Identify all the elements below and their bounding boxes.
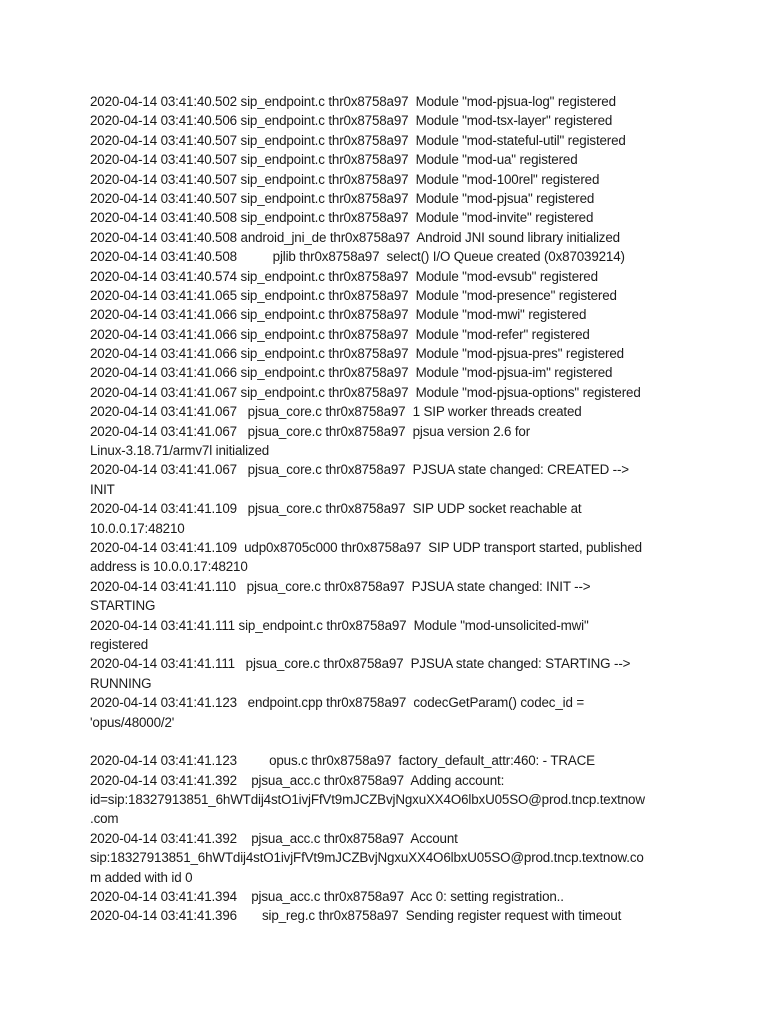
log-line: 2020-04-14 03:41:40.507 sip_endpoint.c thr0x8758a97 Module "mod-pjsua" registered xyxy=(90,190,595,206)
log-line: 2020-04-14 03:41:41.067 sip_endpoint.c thr0x8758a97 Module "mod-pjsua-options" registered xyxy=(90,384,641,400)
log-line: 2020-04-14 03:41:41.394 pjsua_acc.c thr0x8758a97 Acc 0: setting registration.. xyxy=(90,889,564,905)
log-line: sip:18327913851_6hWTdij4stO1ivjFfVt9mJCZBvjNgxuXX4O6lbxU05SO@prod.tncp.textnow.co xyxy=(90,850,644,866)
log-line: 2020-04-14 03:41:40.506 sip_endpoint.c thr0x8758a97 Module "mod-tsx-layer" registered xyxy=(90,113,613,129)
log-line: 2020-04-14 03:41:41.067 pjsua_core.c thr0x8758a97 pjsua version 2.6 for xyxy=(90,423,531,439)
log-line: 2020-04-14 03:41:41.123 opus.c thr0x8758a97 factory_default_attr:460: - TRACE xyxy=(90,753,595,769)
log-line: 2020-04-14 03:41:41.065 sip_endpoint.c thr0x8758a97 Module "mod-presence" registered xyxy=(90,287,617,303)
log-line: 'opus/48000/2' xyxy=(90,714,175,730)
log-line: 2020-04-14 03:41:41.066 sip_endpoint.c thr0x8758a97 Module "mod-refer" registered xyxy=(90,326,590,342)
log-line: 2020-04-14 03:41:40.507 sip_endpoint.c thr0x8758a97 Module "mod-stateful-util" registered xyxy=(90,132,626,148)
log-line: 2020-04-14 03:41:41.392 pjsua_acc.c thr0x8758a97 Account xyxy=(90,830,458,846)
log-line: 2020-04-14 03:41:41.110 pjsua_core.c thr0x8758a97 PJSUA state changed: INIT --> xyxy=(90,578,591,594)
log-line: id=sip:18327913851_6hWTdij4stO1ivjFfVt9mJCZBvjNgxuXX4O6lbxU05SO@prod.tncp.textnow xyxy=(90,792,645,808)
log-line: 2020-04-14 03:41:41.123 endpoint.cpp thr0x8758a97 codecGetParam() codec_id = xyxy=(90,695,585,711)
log-line: 2020-04-14 03:41:41.396 sip_reg.c thr0x8758a97 Sending register request with timeout xyxy=(90,908,622,924)
log-line: STARTING xyxy=(90,598,156,614)
log-line: 2020-04-14 03:41:40.508 pjlib thr0x8758a97 select() I/O Queue created (0x87039214) xyxy=(90,249,625,265)
blank-line xyxy=(90,732,690,751)
log-line: registered xyxy=(90,636,149,652)
log-line: 2020-04-14 03:41:40.508 sip_endpoint.c thr0x8758a97 Module "mod-invite" registered xyxy=(90,210,594,226)
log-line: 2020-04-14 03:41:41.067 pjsua_core.c thr0x8758a97 PJSUA state changed: CREATED --> xyxy=(90,462,629,478)
log-line: 2020-04-14 03:41:40.574 sip_endpoint.c thr0x8758a97 Module "mod-evsub" registered xyxy=(90,268,598,284)
log-line: address is 10.0.0.17:48210 xyxy=(90,559,248,575)
log-line: .com xyxy=(90,811,119,827)
log-line: 10.0.0.17:48210 xyxy=(90,520,185,536)
log-line: 2020-04-14 03:41:40.507 sip_endpoint.c thr0x8758a97 Module "mod-ua" registered xyxy=(90,152,578,168)
log-line: 2020-04-14 03:41:40.508 android_jni_de thr0x8758a97 Android JNI sound library initialized xyxy=(90,229,620,245)
log-line: 2020-04-14 03:41:41.066 sip_endpoint.c thr0x8758a97 Module "mod-pjsua-pres" registered xyxy=(90,346,624,362)
log-line: 2020-04-14 03:41:41.067 pjsua_core.c thr0x8758a97 1 SIP worker threads created xyxy=(90,404,582,420)
log-line: 2020-04-14 03:41:41.109 udp0x8705c000 thr0x8758a97 SIP UDP transport started, published xyxy=(90,539,642,555)
log-line: 2020-04-14 03:41:41.066 sip_endpoint.c thr0x8758a97 Module "mod-mwi" registered xyxy=(90,307,587,323)
log-line: 2020-04-14 03:41:40.507 sip_endpoint.c thr0x8758a97 Module "mod-100rel" registered xyxy=(90,171,600,187)
log-line: 2020-04-14 03:41:40.502 sip_endpoint.c thr0x8758a97 Module "mod-pjsua-log" registered xyxy=(90,94,616,109)
log-text-block xyxy=(90,92,690,926)
log-line: m added with id 0 xyxy=(90,869,193,885)
log-line: 2020-04-14 03:41:41.111 sip_endpoint.c thr0x8758a97 Module "mod-unsolicited-mwi" xyxy=(90,617,589,633)
log-line: Linux-3.18.71/armv7l initialized xyxy=(90,443,270,459)
log-line: 2020-04-14 03:41:41.392 pjsua_acc.c thr0x8758a97 Adding account: xyxy=(90,772,505,788)
log-line: 2020-04-14 03:41:41.109 pjsua_core.c thr0x8758a97 SIP UDP socket reachable at xyxy=(90,501,582,517)
log-line: 2020-04-14 03:41:41.111 pjsua_core.c thr0x8758a97 PJSUA state changed: STARTING --> xyxy=(90,656,631,672)
log-line: INIT xyxy=(90,481,115,497)
log-line: 2020-04-14 03:41:41.066 sip_endpoint.c thr0x8758a97 Module "mod-pjsua-im" registered xyxy=(90,365,613,381)
log-line: RUNNING xyxy=(90,675,152,691)
